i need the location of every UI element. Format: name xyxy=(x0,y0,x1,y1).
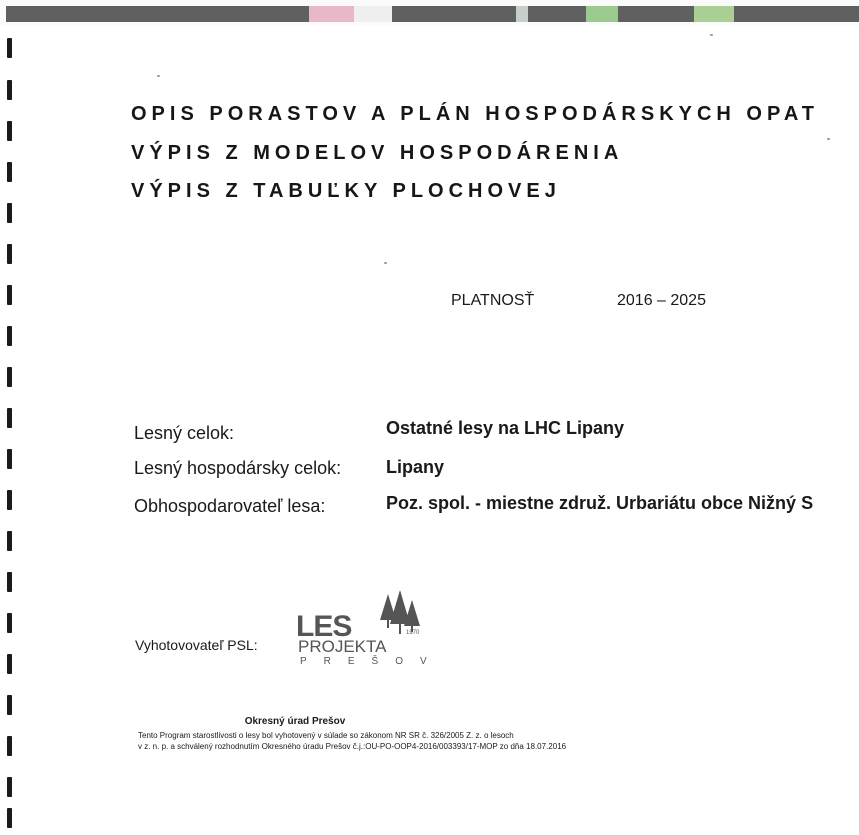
forest-manager-label: Obhospodarovateľ lesa: xyxy=(134,496,326,516)
logo-presov-text: PREŠOV xyxy=(300,656,444,667)
forest-management-unit-label: Lesný hospodársky celok: xyxy=(134,458,342,478)
forest-unit-value: Ostatné lesy na LHC Lipany xyxy=(386,418,625,438)
validity-label: PLATNOSŤ xyxy=(451,292,535,309)
band-segment-green xyxy=(586,6,618,22)
binding-hole xyxy=(7,613,12,633)
binding-hole xyxy=(7,695,12,715)
document-title: OPIS PORASTOV A PLÁN HOSPODÁRSKYCH OPAT xyxy=(131,103,820,125)
binding-hole xyxy=(7,285,12,305)
binding-hole xyxy=(7,162,12,182)
approving-office: Okresný úrad Prešov xyxy=(244,716,346,727)
approval-text-line-2: v z. n. p. a schválený rozhodnutím Okresného úradu Prešov č.j.:OU-PO-OOP4-2016/003393/17-MOP zo dňa 18.07.2016 xyxy=(138,742,567,751)
forest-manager-value: Poz. spol. - miestne združ. Urbariátu obce Nižný S xyxy=(386,493,814,513)
logo-year: 1970 xyxy=(406,630,420,636)
forest-management-unit-value: Lipany xyxy=(386,457,445,477)
logo-projekta-text: PROJEKTA xyxy=(298,637,387,656)
band-segment-light xyxy=(516,6,528,22)
binding-hole xyxy=(7,531,12,551)
binding-hole xyxy=(7,80,12,100)
binding-hole xyxy=(7,777,12,797)
author-label: Vyhotovovateľ PSL: xyxy=(135,637,258,653)
binding-hole xyxy=(7,572,12,592)
binding-hole xyxy=(7,244,12,264)
binding-hole xyxy=(7,408,12,428)
document-subtitle-area-table: VÝPIS Z TABUĽKY PLOCHOVEJ xyxy=(131,180,561,202)
spiral-binding xyxy=(0,28,22,835)
band-segment-white xyxy=(354,6,392,22)
binding-hole xyxy=(7,203,12,223)
lesprojekta-logo xyxy=(296,590,444,670)
binding-hole xyxy=(7,654,12,674)
band-segment-pink xyxy=(309,6,354,22)
scan-speck xyxy=(710,34,713,36)
binding-hole xyxy=(7,326,12,346)
approval-text-line-1: Tento Program starostlivosti o lesy bol vyhotovený v súlade so zákonom NR SR č. 326/2005 Z. z. o lesoch xyxy=(138,731,514,740)
binding-hole xyxy=(7,490,12,510)
forest-unit-label: Lesný celok: xyxy=(134,423,235,443)
logo-les-text: LES xyxy=(296,610,352,643)
binding-hole xyxy=(7,367,12,387)
binding-hole xyxy=(7,121,12,141)
scan-speck xyxy=(157,75,160,77)
band-segment-green-light xyxy=(694,6,734,22)
validity-period: 2016 – 2025 xyxy=(617,292,706,309)
scan-color-band xyxy=(6,6,859,22)
binding-hole xyxy=(7,808,12,828)
scan-speck xyxy=(384,262,387,264)
document-subtitle-models: VÝPIS Z MODELOV HOSPODÁRENIA xyxy=(131,142,624,164)
binding-hole xyxy=(7,449,12,469)
scan-speck xyxy=(827,138,830,140)
binding-hole xyxy=(7,38,12,58)
binding-hole xyxy=(7,736,12,756)
